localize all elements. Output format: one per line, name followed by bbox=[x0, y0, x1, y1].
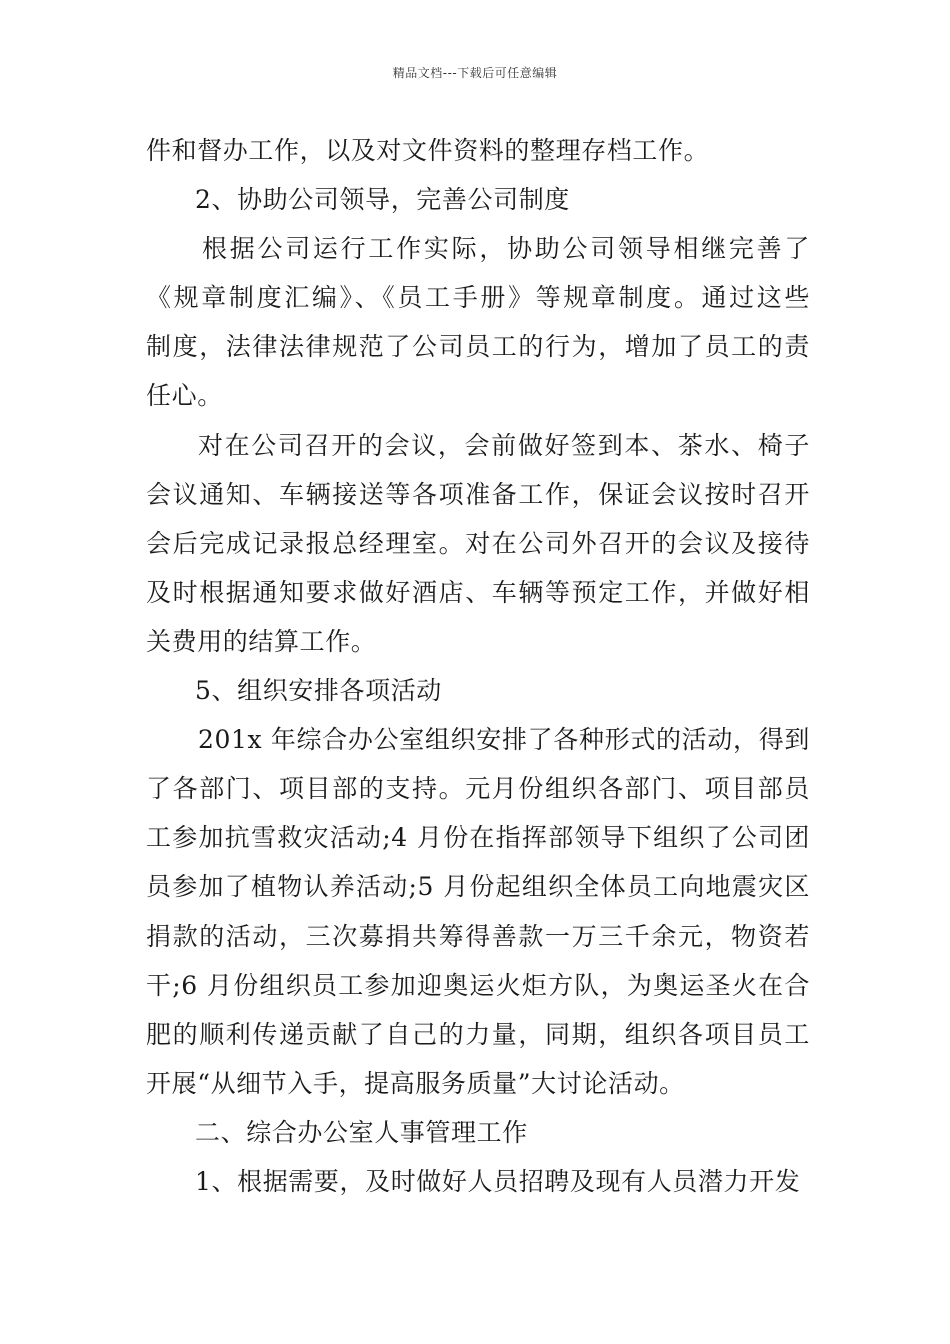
document-body bbox=[146, 126, 810, 1206]
text-line: 干;6 月份组织员工参加迎奥运火炬方队，为奥运圣火在合 bbox=[146, 970, 810, 1000]
text-line: 会议通知、车辆接送等各项准备工作，保证会议按时召开 bbox=[146, 479, 810, 509]
text-line: 《规章制度汇编》、《员工手册》等规章制度。通过这些 bbox=[146, 283, 810, 313]
text-line: 制度，法律法律规范了公司员工的行为，增加了员工的责 bbox=[146, 332, 810, 362]
text-line: 201x 年综合办公室组织安排了各种形式的活动，得到 bbox=[198, 725, 810, 755]
text-line: 关费用的结算工作。 bbox=[146, 626, 377, 656]
text-line: 及时根据通知要求做好酒店、车辆等预定工作，并做好相 bbox=[146, 577, 810, 607]
text-line: 了各部门、项目部的支持。元月份组织各部门、项目部员 bbox=[146, 774, 810, 804]
text-line: 件和督办工作，以及对文件资料的整理存档工作。 bbox=[146, 136, 710, 165]
text-line: 员参加了植物认养活动;5 月份起组织全体员工向地震灾区 bbox=[146, 872, 810, 902]
text-line: 会后完成记录报总经理室。对在公司外召开的会议及接待 bbox=[146, 528, 810, 558]
text-line: 对在公司召开的会议，会前做好签到本、茶水、椅子 bbox=[198, 430, 810, 460]
section-heading: 1、根据需要，及时做好人员招聘及现有人员潜力开发 bbox=[195, 1166, 801, 1196]
text-line: 开展“从细节入手，提高服务质量”大讨论活动。 bbox=[146, 1068, 685, 1098]
text-line: 捐款的活动，三次募捐共筹得善款一万三千余元，物资若 bbox=[146, 921, 810, 951]
text-line: 任心。 bbox=[146, 381, 223, 411]
text-line: 根据公司运行工作实际，协助公司领导相继完善了 bbox=[202, 234, 810, 264]
page-header: 精品文档---下载后可任意编辑 bbox=[392, 66, 558, 80]
section-heading: 5、组织安排各项活动 bbox=[195, 676, 442, 706]
text-line: 肥的顺利传递贡献了自己的力量，同期，组织各项目员工 bbox=[146, 1019, 810, 1049]
section-heading: 二、综合办公室人事管理工作 bbox=[195, 1117, 528, 1147]
text-line: 工参加抗雪救灾活动;4 月份在指挥部领导下组织了公司团 bbox=[146, 823, 810, 853]
section-heading: 2、协助公司领导，完善公司制度 bbox=[195, 185, 570, 215]
